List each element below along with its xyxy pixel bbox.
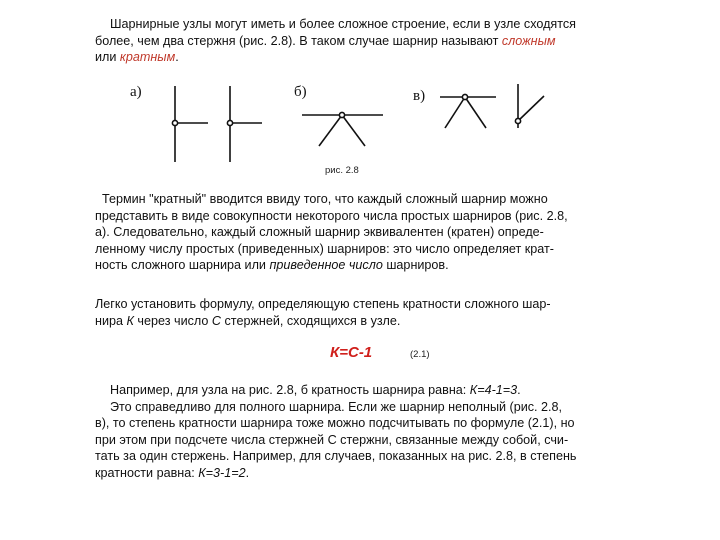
hinge-node: [339, 112, 344, 117]
text-run: более, чем два стержня (рис. 2.8). В таком случае шарнир называют: [95, 33, 502, 48]
text-run: ность сложного шарнира или: [95, 258, 270, 272]
intro-paragraph: [95, 16, 576, 66]
figure-label-a: а): [130, 84, 142, 100]
text-run: или: [95, 50, 120, 64]
text-line: Шарнирные узлы могут иметь и более сложное строение, если в узле сходятся: [110, 17, 576, 31]
text-run: шарниров.: [382, 258, 449, 272]
term-complex: сложным: [501, 33, 556, 48]
figure-caption: рис. 2.8: [325, 165, 359, 176]
text-line: [95, 465, 577, 482]
text-line: ленному числу простых (приведенных) шарниров: это число определяет крат-: [95, 241, 554, 256]
text-line: [95, 33, 576, 50]
formula-number: (2.1): [410, 349, 430, 360]
example-paragraph: [95, 382, 577, 481]
text-line: Легко установить формулу, определяющую степень кратности сложного шар-: [95, 297, 551, 311]
example-formula-2: К=3-1=2: [198, 465, 246, 480]
text-line: представить в виде совокупности некоторого числа простых шарниров (рис. 2.8,: [95, 208, 568, 223]
figure-label-b: б): [294, 84, 307, 100]
hinge-diagram-c: [440, 84, 544, 128]
text-line: [95, 49, 576, 66]
text-line: при этом при подсчете числа стержней С стержни, связанные между собой, счи-: [95, 432, 569, 447]
text-run: кратности равна:: [95, 465, 199, 480]
figure-label-c: в): [413, 88, 426, 104]
text-line: в), то степень кратности шарнира тоже можно подсчитывать по формуле (2.1), но: [95, 416, 575, 430]
term-paragraph: [95, 191, 568, 274]
symbol-k: К: [126, 313, 134, 328]
text-run: .: [245, 465, 250, 480]
text-line: а). Следовательно, каждый сложный шарнир эквивалентен (кратен) опреде-: [95, 225, 544, 239]
hinge-node: [227, 120, 232, 125]
symbol-c: С: [211, 313, 222, 328]
hinge-node: [462, 94, 467, 99]
formula-intro-paragraph: [95, 296, 551, 329]
text-run: .: [517, 383, 521, 397]
hinge-diagram-b: [302, 112, 383, 146]
text-line: [95, 257, 568, 274]
term-reduced-number: приведенное число: [269, 258, 383, 272]
text-line: Термин "кратный" вводится ввиду того, что каждый сложный шарнир можно: [102, 192, 548, 206]
text-line: [95, 382, 577, 399]
text-run: нира: [95, 313, 127, 328]
term-multiple: кратным: [119, 50, 176, 64]
hinge-node: [515, 118, 520, 123]
hinge-node: [172, 120, 177, 125]
text-line: [95, 313, 551, 330]
text-run: Например, для узла на рис. 2.8, б кратность шарнира равна:: [110, 383, 470, 397]
text-line: тать за один стержень. Например, для случаев, показанных на рис. 2.8, в степень: [95, 449, 577, 463]
text-run: .: [175, 50, 179, 64]
text-run: стержней, сходящихся в узле.: [221, 313, 401, 328]
hinge-diagram-a: [172, 86, 262, 162]
formula: К=С-1: [330, 344, 373, 361]
text-line: Это справедливо для полного шарнира. Если же шарнир неполный (рис. 2.8,: [110, 399, 563, 414]
text-run: через число: [133, 313, 212, 328]
hinge-figure: [130, 78, 560, 163]
example-formula-1: К=4-1=3: [469, 383, 518, 397]
